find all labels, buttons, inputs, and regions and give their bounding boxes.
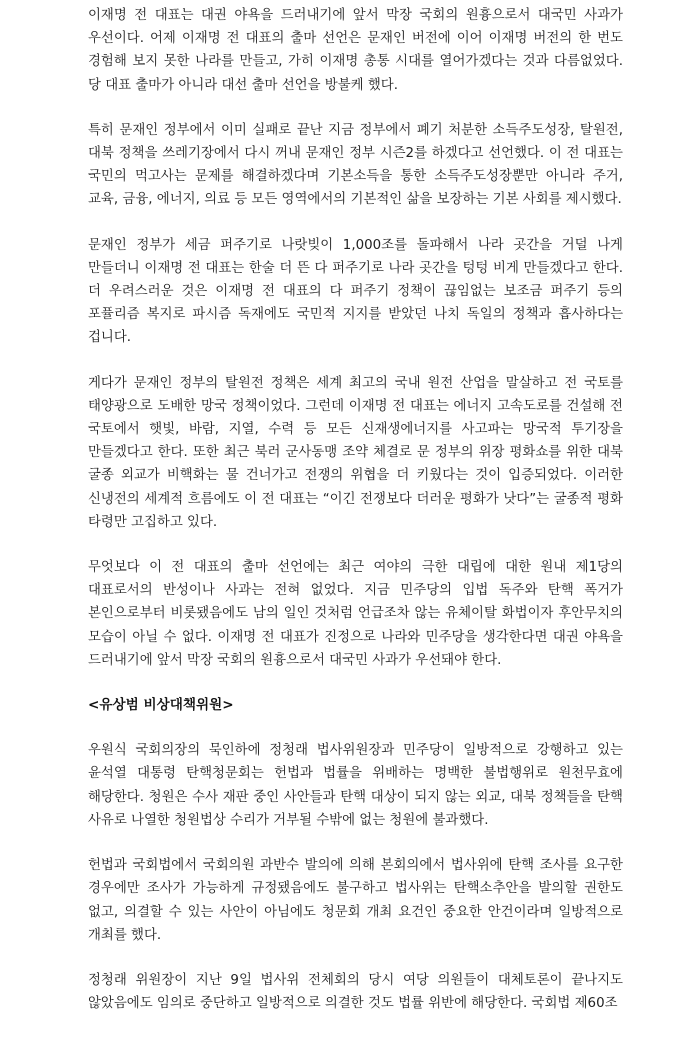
paragraph-6: 우원식 국회의장의 묵인하에 정청래 법사위원장과 민주당이 일방적으로 강행하고 있는 윤석열 대통령 탄핵청문회는 헌법과 법률을 위배하는 명백한 불법행위로 원천무효에 해당한다. 청원은 수사 재판 중인 사안들과 탄핵 대상이 되지 않는 외교, 대북 정책들을 탄핵 사유로 나열한 청원법상 수리가 거부될 수밖에 없는 청원에 불과했다. (88, 743, 623, 828)
paragraph-1: 이재명 전 대표는 대권 야욕을 드러내기에 앞서 막장 국회의 원흉으로서 대국민 사과가 우선이다. 어제 이재명 전 대표의 출마 선언은 문재인 버전에 이어 이재명 버전의 한 번도 경험해 보지 못한 나라를 만들고, 가히 이재명 총통 시대를 열어가겠다는 것과 다름없었다. 당 대표 출마가 아니라 대선 출마 선언을 방불케 했다. (88, 8, 623, 93)
document-body (88, 4, 623, 1037)
paragraph-3: 문재인 정부가 세금 퍼주기로 나랏빚이 1,000조를 돌파해서 나라 곳간을 거덜 나게 만들더니 이재명 전 대표는 한술 더 뜬 다 퍼주기로 나라 곳간을 텅텅 비게 만들겠다고 한다. 더 우려스러운 것은 이재명 전 대표의 다 퍼주기 정책이 끊임없는 보조금 퍼주기 등의 포퓰리즘 복지로 파시즘 독재에도 국민적 지지를 받았던 나치 독일의 정책과 흡사하다는 겁니다. (88, 237, 623, 346)
speaker-heading: <유상범 비상대책위원> (88, 697, 234, 714)
paragraph-7: 헌법과 국회법에서 국회의원 과반수 발의에 의해 본회의에서 법사위에 탄핵 조사를 요구한 경우에만 조사가 가능하게 규정됐음에도 불구하고 법사위는 탄핵소추안을 발의할 권한도 없고, 의결할 수 있는 사안이 아님에도 청문회 개최 요건인 중요한 안건이라며 일방적으로 개최를 했다. (88, 858, 623, 943)
paragraph-4: 게다가 문재인 정부의 탈원전 정책은 세계 최고의 국내 원전 산업을 말살하고 전 국토를 태양광으로 도배한 망국 정책이었다. 그런데 이재명 전 대표는 에너지 고속도로를 건설해 전 국토에서 햇빛, 바람, 지열, 수력 등 모든 신재생에너지를 사고파는 망국적 투기장을 만들겠다고 한다. 또한 최근 북러 군사동맹 조약 체결로 문 정부의 위장 평화쇼를 위한 대북 굴종 외교가 비핵화는 물 건너가고 전쟁의 위협을 더 키웠다는 것이 입증되었다. 이러한 신냉전의 세계적 흐름에도 이 전 대표는 “이긴 전쟁보다 더러운 평화가 낫다”는 굴종적 평화 타령만 고집하고 있다. (88, 375, 623, 530)
paragraph-5: 무엇보다 이 전 대표의 출마 선언에는 최근 여야의 극한 대립에 대한 원내 제1당의 대표로서의 반성이나 사과는 전혀 없었다. 지금 민주당의 입법 독주와 탄핵 폭거가 본인으로부터 비롯됐음에도 남의 일인 것처럼 언급조차 않는 유체이탈 화법이자 후안무치의 모습이 아닐 수 없다. 이재명 전 대표가 진정으로 나라와 민주당을 생각한다면 대권 야욕을 드러내기에 앞서 막장 국회의 원흉으로서 대국민 사과가 우선돼야 한다. (88, 560, 623, 668)
paragraph-8: 정청래 위원장이 지난 9일 법사위 전체회의 당시 여당 의원들이 대체토론이 끝나지도 않았음에도 임의로 중단하고 일방적으로 의결한 것도 법률 위반에 해당한다. 국회법 제60조 (88, 972, 623, 1012)
paragraph-2: 특히 문재인 정부에서 이미 실패로 끝난 지금 정부에서 폐기 처분한 소득주도성장, 탈원전, 대북 정책을 쓰레기장에서 다시 꺼내 문재인 정부 시즌2를 하겠다고 선언했다. 이 전 대표는 국민의 먹고사는 문제를 해결하겠다며 기본소득을 통한 소득주도성장뿐만 아니라 주거, 교육, 금융, 에너지, 의료 등 모든 영역에서의 기본적인 삶을 보장하는 기본 사회를 제시했다. (88, 122, 623, 208)
